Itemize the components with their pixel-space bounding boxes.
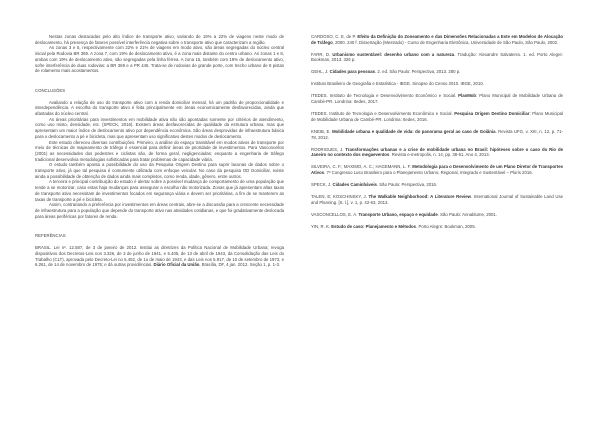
reference-entry xyxy=(311,81,563,87)
reference-details: . Revista e-metropolis, n. 14, pp. 38-51, Ano 4, 2013. xyxy=(389,152,490,158)
reference-entry xyxy=(311,93,563,104)
reference-title: Urbanismo sustentável: desenho urbano com a natureza xyxy=(332,51,455,57)
reference-entry xyxy=(311,129,563,140)
reference-author: GEHL, J. xyxy=(311,69,330,75)
reference-text: BRASIL. Lei nº. 12.587, de 3 de janeiro de 2012. Institui as diretrizes da Política Nacional de Mobilidade Urbana; revoga dispositivos dos Decretos-Leis nos 3.326, de 3 de junho de 1941, e 5.405, de 13 de abril de 1943, da Consolidação das Leis do Trabalho (CLT), aprovada pelo Decreto-Lei no 5.452, de 1o de maio de 1943, e das Leis nos 5.917, de 10 de setembro de 1973, e 6.261, de 14 de novembro de 1975; e dá outras providências. xyxy=(35,245,284,268)
reference-title: Efeito da Definição do Zoneamento e das Dimensões Relacionadas a Este em Modelos de Alocação de Tráfego xyxy=(311,34,563,45)
reference-details: : Plano Municipal de Mobilidade Urbana de Cambé-PR. Londrina: Itedes, 2017. xyxy=(311,93,563,105)
body-paragraph: O estudo também aponta a possibilidade do uso da Pesquisa Origem Destino para suprir lacunas de dados sobre o transporte ativo, já que tal pesquisa é comumente utilizada com enfoque veicular. No caso da pesquisa OD Domiciliar, existe ainda a possibilidade de obtenção de dados ainda mais completos, como renda, idade, gênero, entre outros. xyxy=(35,162,284,179)
reference-author: ITEDES. Instituto de Tecnologia e Desenvolvimento Econômico e Social. xyxy=(311,93,459,99)
body-paragraph: Este estudo ofereceu diversas contribuições. Primeiro, a análise do espaço transitável em modos ativos de transporte por meio de técnicas de mapeamento de tráfego é essencial para definir áreas de prioridade de investimentos. Para Vasconcellos (2001) as necessidades dos pedestres e ciclistas são, de forma geral, negligenciadas; enquanto a engenharia de tráfego tradicional desenvolvia metodologias sofisticadas para tratar problemas de capacidade viária. xyxy=(35,139,284,162)
body-paragraph: Assim, contrariando a preferência por investimentos em áreas centrais, abre-se a discussão para a crescente necessidade de infraestrutura para a população que depende do transporte ativo nas atividades cotidianas, e que foi gradativamente deslocada para áreas periféricas por fatores de renda. xyxy=(35,202,284,219)
reference-author: SILVEIRA, C. F.; MAXIMO, A. C.; HAGEMANN, L. F. xyxy=(311,164,413,170)
reference-entry xyxy=(311,111,563,122)
reference-details: . 2. ed. São Paulo: Perspectiva, 2013. 280 p. xyxy=(375,69,461,75)
reference-author: Instituto Brasileiro de Geografia e Estatística - IBGE. Sinopse do Censo 2010. IBGE, 2010. xyxy=(311,81,484,87)
reference-title: Transformações urbanas e a crise de mobilidade urbana no Brasil: hipóteses sobre o caso do Rio de Janeiro no contexto dos megaeventos xyxy=(311,146,563,158)
reference-details: . International Journal of Sustainable Land Use and Planning. [S. l.], v. 1, p. 42-63, 2013. xyxy=(311,193,564,205)
reference-entry xyxy=(311,212,563,218)
left-column xyxy=(35,34,284,268)
body-paragraph: Nestas zonas destacadas pelo alto índice de transporte ativo, variando de 19% a 22% de viagens neste modo de deslocamento, há presença de fatores possível interferência negativa sobre o transporte ativo que caracterizam a região. xyxy=(35,34,284,45)
reference-title: Estudo de caso: Planejamento e Métodos xyxy=(331,223,417,229)
reference-author: ITEDES. Instituto de Tecnologia e Desenvolvimento Econômico e Social. xyxy=(311,111,455,117)
reference-author: VASCONCELLOS, E. A. xyxy=(311,211,359,217)
reference-details: : Plano Municipal de Mobilidade Urbana de Cambé-PR. Londrina: Itedes, 2016. xyxy=(311,111,563,122)
reference-entry xyxy=(311,224,563,230)
reference-author: KNEIB, E. xyxy=(311,128,333,134)
reference-title: Transporte Urbano, espaço e equidade xyxy=(358,211,438,217)
reference-details: . São Paulo: Annablume, 2001. xyxy=(437,211,497,217)
reference-entry xyxy=(311,52,563,63)
reference-title: The Walkable Neighborhood: A Literature Review xyxy=(368,193,471,199)
conclusions-heading: CONCLUSÕES xyxy=(35,87,66,93)
reference-details: . Revista UFG, v. XIII, n. 12, p. 71-78, 2012. xyxy=(311,128,563,140)
reference-title: Cidades para pessoas xyxy=(329,69,376,75)
body-paragraph: A terceira e principal contribuição do estudo é alertar sobre a possível mudança de comportamento de uma população que tende a se motorizar, caso estas haja mudanças para assegurar a escolha não motorizada. Zonas que já apresentam altas taxas de transporte ativo necessitam de investimentos focados em segurança viária e devem ser prioritárias, a fim de se manterem as taxas de transporte a pé e bicicleta. xyxy=(35,179,284,202)
reference-details: . 2000. 240 f. Dissertação (Mestrado) - Curso de Engenharia Eletrônica, Universidade de São Paulo, São Paulo, 2002. xyxy=(332,39,559,45)
reference-details: . Porto Alegre: Bookman, 2005. xyxy=(416,223,476,229)
reference-entry xyxy=(311,69,563,75)
reference-author: TALEN, E; KOSCHINSKY, J. xyxy=(311,193,369,199)
body-paragraph: As áreas prioritárias para investimentos em mobilidade ativa não são apontadas somente por critérios de atendimento, como uso misto, densidade, etc. (SPECK, 2016). Existem áreas desfavorecidas de qualidade da estrutura urbana, mas que apresentam um maior índice de deslocamento ativo por dependência econômica. São áreas desprovidas de infraestrutura básica para o deslocamento a pé e bicicleta, mas que apresentam uso significativo destes modos de deslocamento. xyxy=(35,116,284,139)
reference-details: . São Paulo: Perspectiva, 2016. xyxy=(376,181,438,187)
right-column xyxy=(311,34,563,236)
reference-title: Cidades Caminháveis xyxy=(332,181,377,187)
reference-title: PlanMob xyxy=(458,93,477,99)
references-heading: REFERÊNCIAS xyxy=(35,233,66,239)
reference-details: , Brasília, DF, 4 jan. 2012. Seção 1, p. 1-3. xyxy=(199,262,281,268)
body-paragraph: As zonas 3 e 5, respectivamente com 22% e 21% de viagens em modo ativo, são áreas segregadas do núcleo central inicial pela Rodovia BR 369. A zona 7, com 19% de deslocamento ativo, é a zona mais distante do centro urbano. As zonas 1 e 8, ambas com 19% de deslocamento ativo, são segregadas pela linha férrea. A zona 15, também com 19% de deslocamento ativo, sofre interferência de duas rodovias: a BR 369 e a PR 445. Trata-se de rodovias de grande porte, com trecho urbano de 8 pistas de rolamento mais acostamentos. xyxy=(35,45,284,74)
reference-title: Mobilidade urbana e qualidade de vida: do panorama geral ao caso de Goiânia xyxy=(332,128,496,134)
reference-details: . Tradução: Alexandre Salvaterra. 1. ed. Porto Alegre: Bookman, 2013. 326 p. xyxy=(311,51,563,63)
reference-author: RODRIGUES, J. xyxy=(311,146,346,152)
body-paragraph: Avaliando a relação de uso do transporte ativo com a renda domiciliar mensal, há um padrão de proporcionalidade e interdependência. A escolha do transporte ativo é feita principalmente em áreas economicamente desfavorecidas, ainda que afastadas do núcleo central. xyxy=(35,99,284,117)
reference-entry xyxy=(35,245,284,268)
reference-entry xyxy=(311,147,563,158)
reference-title: Pesquisa Origem Destino Domiciliar xyxy=(454,111,530,117)
reference-entry xyxy=(311,194,563,205)
reference-entry xyxy=(311,182,563,188)
reference-details: . 7º Congresso Luso Brasileiro para o Planejamento Urbano, Regional, Integrado e Sustentável – Pluris 2016. xyxy=(324,169,533,175)
reference-title: Metodologia para o Desenvolvimento de um Plano Diretor de Transportes Ativos xyxy=(311,164,563,175)
reference-entry xyxy=(311,164,563,175)
reference-entry xyxy=(311,34,563,45)
reference-title: Diário Oficial da União xyxy=(153,262,200,268)
reference-author: SPECK, J. xyxy=(311,181,333,187)
reference-author: FARR, D. xyxy=(311,51,333,57)
reference-author: YIN, R. K. xyxy=(311,223,332,229)
reference-author: CARDOSO, C. E. de P. xyxy=(311,34,358,39)
